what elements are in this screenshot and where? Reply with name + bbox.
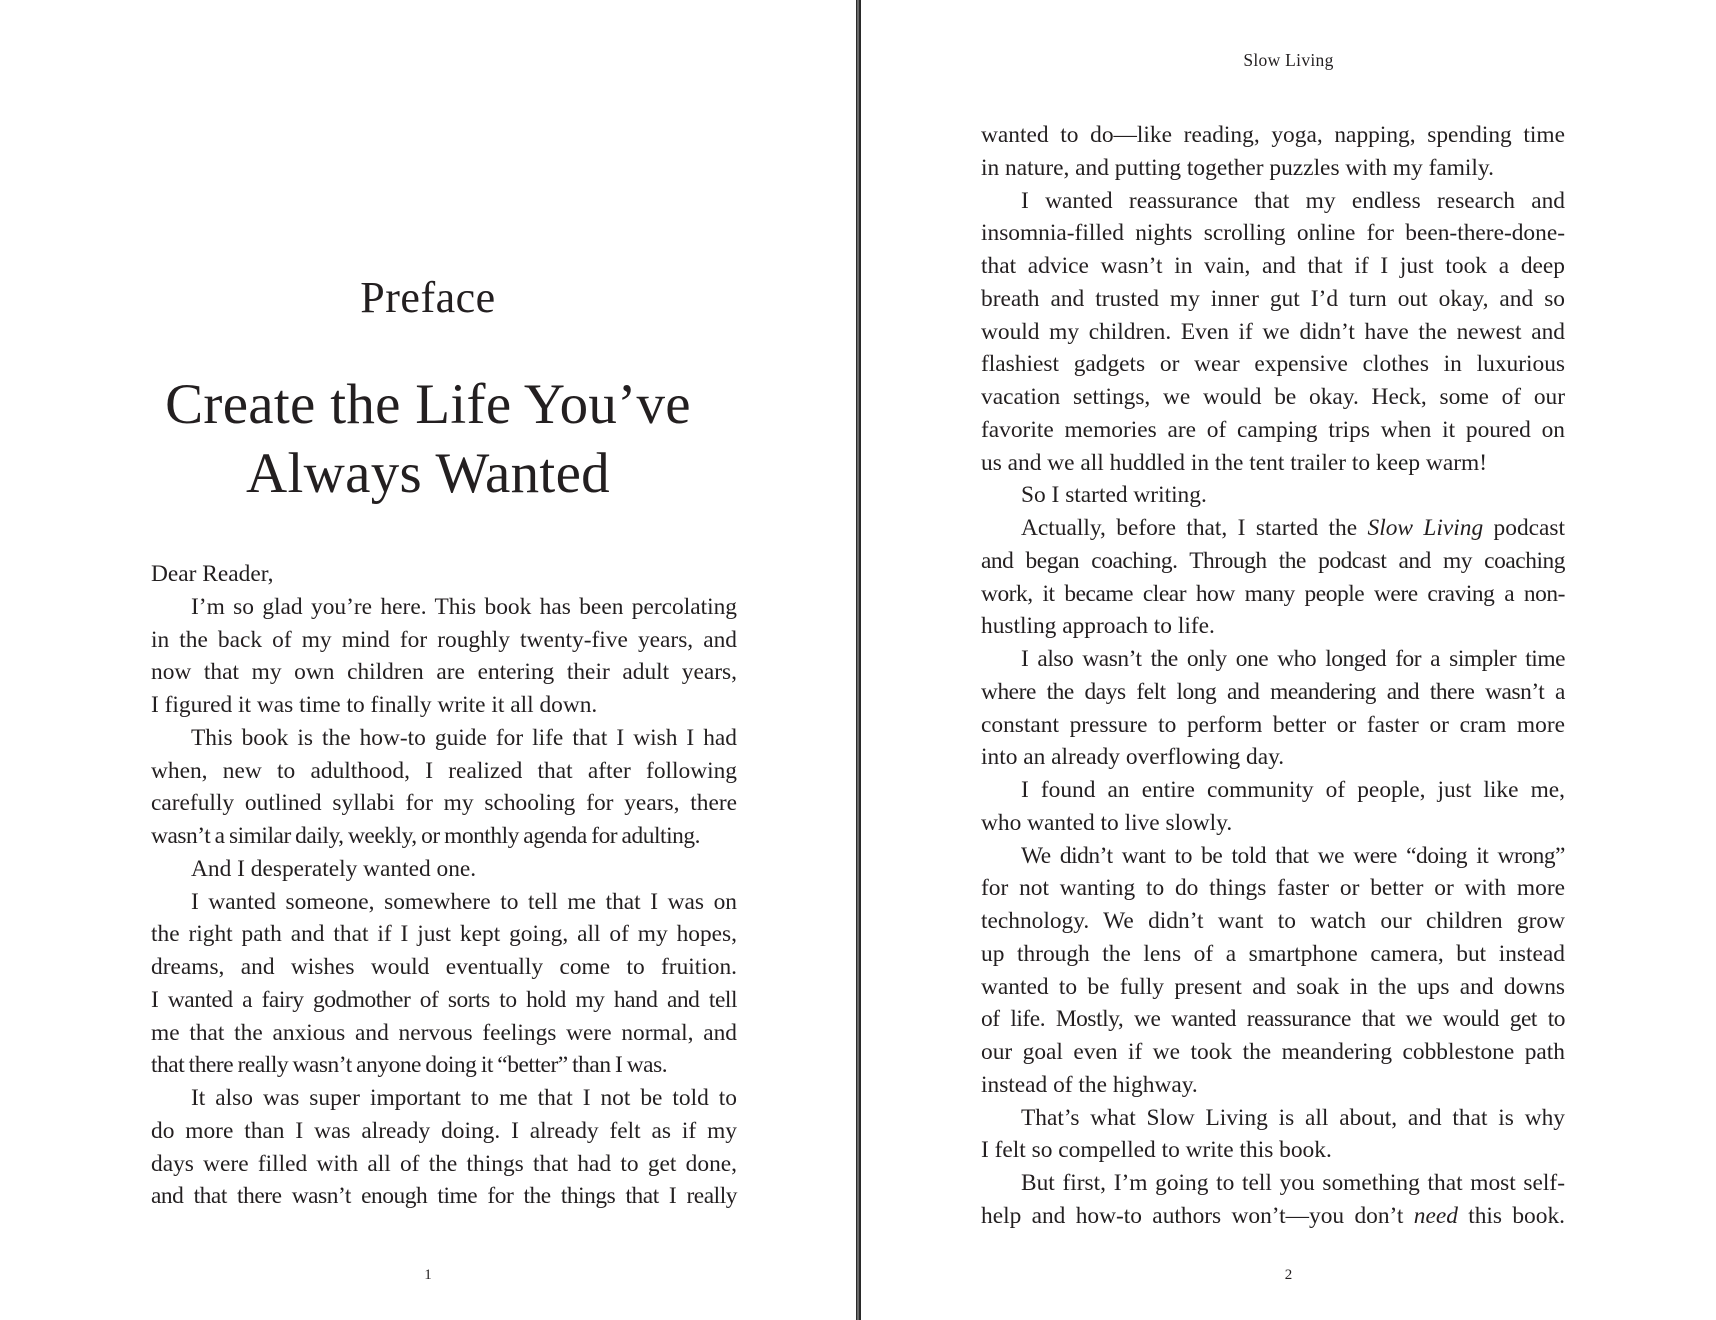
text-line: wasn’t a similar daily, weekly, or monthly agenda for adulting. — [151, 823, 701, 849]
text-line: and began coaching. Through the podcast and my coaching — [981, 547, 1565, 574]
text-line: our goal even if we took the meandering cobblestone path — [981, 1039, 1565, 1065]
text-line: into an already overflowing day. — [981, 744, 1285, 771]
text-line: I felt so compelled to write this book. — [981, 1137, 1332, 1164]
text-line: flashiest gadgets or wear expensive clothes in luxurious — [981, 351, 1565, 378]
text-line: hustling approach to life. — [981, 613, 1215, 640]
text-line: We didn’t want to be told that we were “doing it wrong” — [1021, 842, 1565, 869]
preface-label: Preface — [360, 273, 496, 322]
text-line: work, it became clear how many people were craving a non- — [981, 580, 1565, 607]
text-line: But first, I’m going to tell you something that most self- — [1021, 1170, 1565, 1196]
text-line: dreams, and wishes would eventually come to fruition. — [151, 954, 737, 980]
chapter-title-line: Create the Life You’ve — [165, 373, 691, 436]
text-line: constant pressure to perform better or faster or cram more — [981, 711, 1565, 738]
text-line: in the back of my mind for roughly twenty-five years, and — [151, 626, 737, 653]
text-line: wanted to do—like reading, yoga, napping, spending time — [981, 122, 1565, 148]
text-line: carefully outlined syllabi for my schooling for years, there — [151, 790, 737, 817]
text-line: I wanted reassurance that my endless research and — [1021, 187, 1565, 214]
left-page-body-text — [151, 558, 737, 1213]
text-line: when, new to adulthood, I realized that after following — [151, 757, 737, 784]
page-number: 1 — [424, 1267, 432, 1283]
text-line: breath and trusted my inner gut I’d turn out okay, and so — [981, 285, 1565, 312]
chapter-title-line: Always Wanted — [246, 442, 610, 505]
text-line: and that there wasn’t enough time for the things that I really — [151, 1183, 737, 1210]
text-line: us and we all huddled in the tent trailer to keep warm! — [981, 449, 1487, 476]
text-line: that there really wasn’t anyone doing it “better” than I was. — [151, 1052, 668, 1079]
text-line: help and how-to authors won’t—you don’t need this book. — [981, 1202, 1565, 1229]
text-line: Dear Reader, — [151, 561, 274, 587]
text-line: now that my own children are entering their adult years, — [151, 659, 737, 686]
emphasis: Slow Living — [1367, 515, 1484, 541]
text-line: insomnia-filled nights scrolling online for been-there-done- — [981, 220, 1565, 247]
text-line: I also wasn’t the only one who longed for a simpler time — [1021, 646, 1565, 672]
text-line: days were filled with all of the things that had to get done, — [151, 1150, 737, 1177]
text-line: technology. We didn’t want to watch our children grow — [981, 908, 1565, 934]
emphasis: need — [1413, 1202, 1458, 1229]
text-line: I found an entire community of people, just like me, — [1021, 777, 1565, 803]
text-line: I’m so glad you’re here. This book has been percolating — [191, 593, 737, 620]
text-line: that advice wasn’t in vain, and that if I just took a deep — [981, 253, 1565, 279]
text-line: the right path and that if I just kept going, all of my hopes, — [151, 921, 737, 948]
text-line: for not wanting to do things faster or better or with more — [981, 875, 1565, 902]
text-line: instead of the highway. — [981, 1071, 1198, 1098]
text-line: Actually, before that, I started the Slow Living podcast — [1021, 515, 1565, 541]
text-line: And I desperately wanted one. — [191, 855, 477, 882]
running-head: Slow Living — [1243, 50, 1334, 70]
text-line: I figured it was time to finally write it all down. — [151, 692, 598, 718]
right-page-body-text — [981, 119, 1565, 1233]
text-line: This book is the how-to guide for life that I wish I had — [191, 724, 737, 751]
text-line: vacation settings, we would be okay. Heck, some of our — [981, 384, 1565, 410]
page-number: 2 — [1284, 1267, 1293, 1283]
text-line: That’s what Slow Living is all about, and that is why — [1021, 1104, 1565, 1131]
left-page — [0, 0, 856, 1320]
text-line: in nature, and putting together puzzles with my family. — [981, 154, 1494, 181]
text-line: It also was super important to me that I not be told to — [191, 1085, 737, 1111]
chapter-title — [0, 370, 856, 508]
text-line: me that the anxious and nervous feelings were normal, and — [151, 1019, 737, 1046]
text-line: would my children. Even if we didn’t have the newest and — [981, 318, 1565, 345]
text-line: favorite memories are of camping trips when it poured on — [981, 416, 1565, 443]
text-line: do more than I was already doing. I already felt as if my — [151, 1117, 737, 1144]
text-line: up through the lens of a smartphone camera, but instead — [981, 940, 1565, 967]
right-page — [861, 0, 1716, 1320]
text-line: wanted to be fully present and soak in the ups and downs — [981, 973, 1565, 1000]
text-line: where the days felt long and meandering and there wasn’t a — [981, 678, 1565, 705]
text-line: who wanted to live slowly. — [981, 809, 1233, 836]
text-line: I wanted a fairy godmother of sorts to hold my hand and tell — [151, 986, 737, 1013]
text-line: of life. Mostly, we wanted reassurance that we would get to — [981, 1006, 1565, 1033]
text-line: I wanted someone, somewhere to tell me that I was on — [191, 888, 737, 915]
text-line: So I started writing. — [1021, 482, 1207, 509]
